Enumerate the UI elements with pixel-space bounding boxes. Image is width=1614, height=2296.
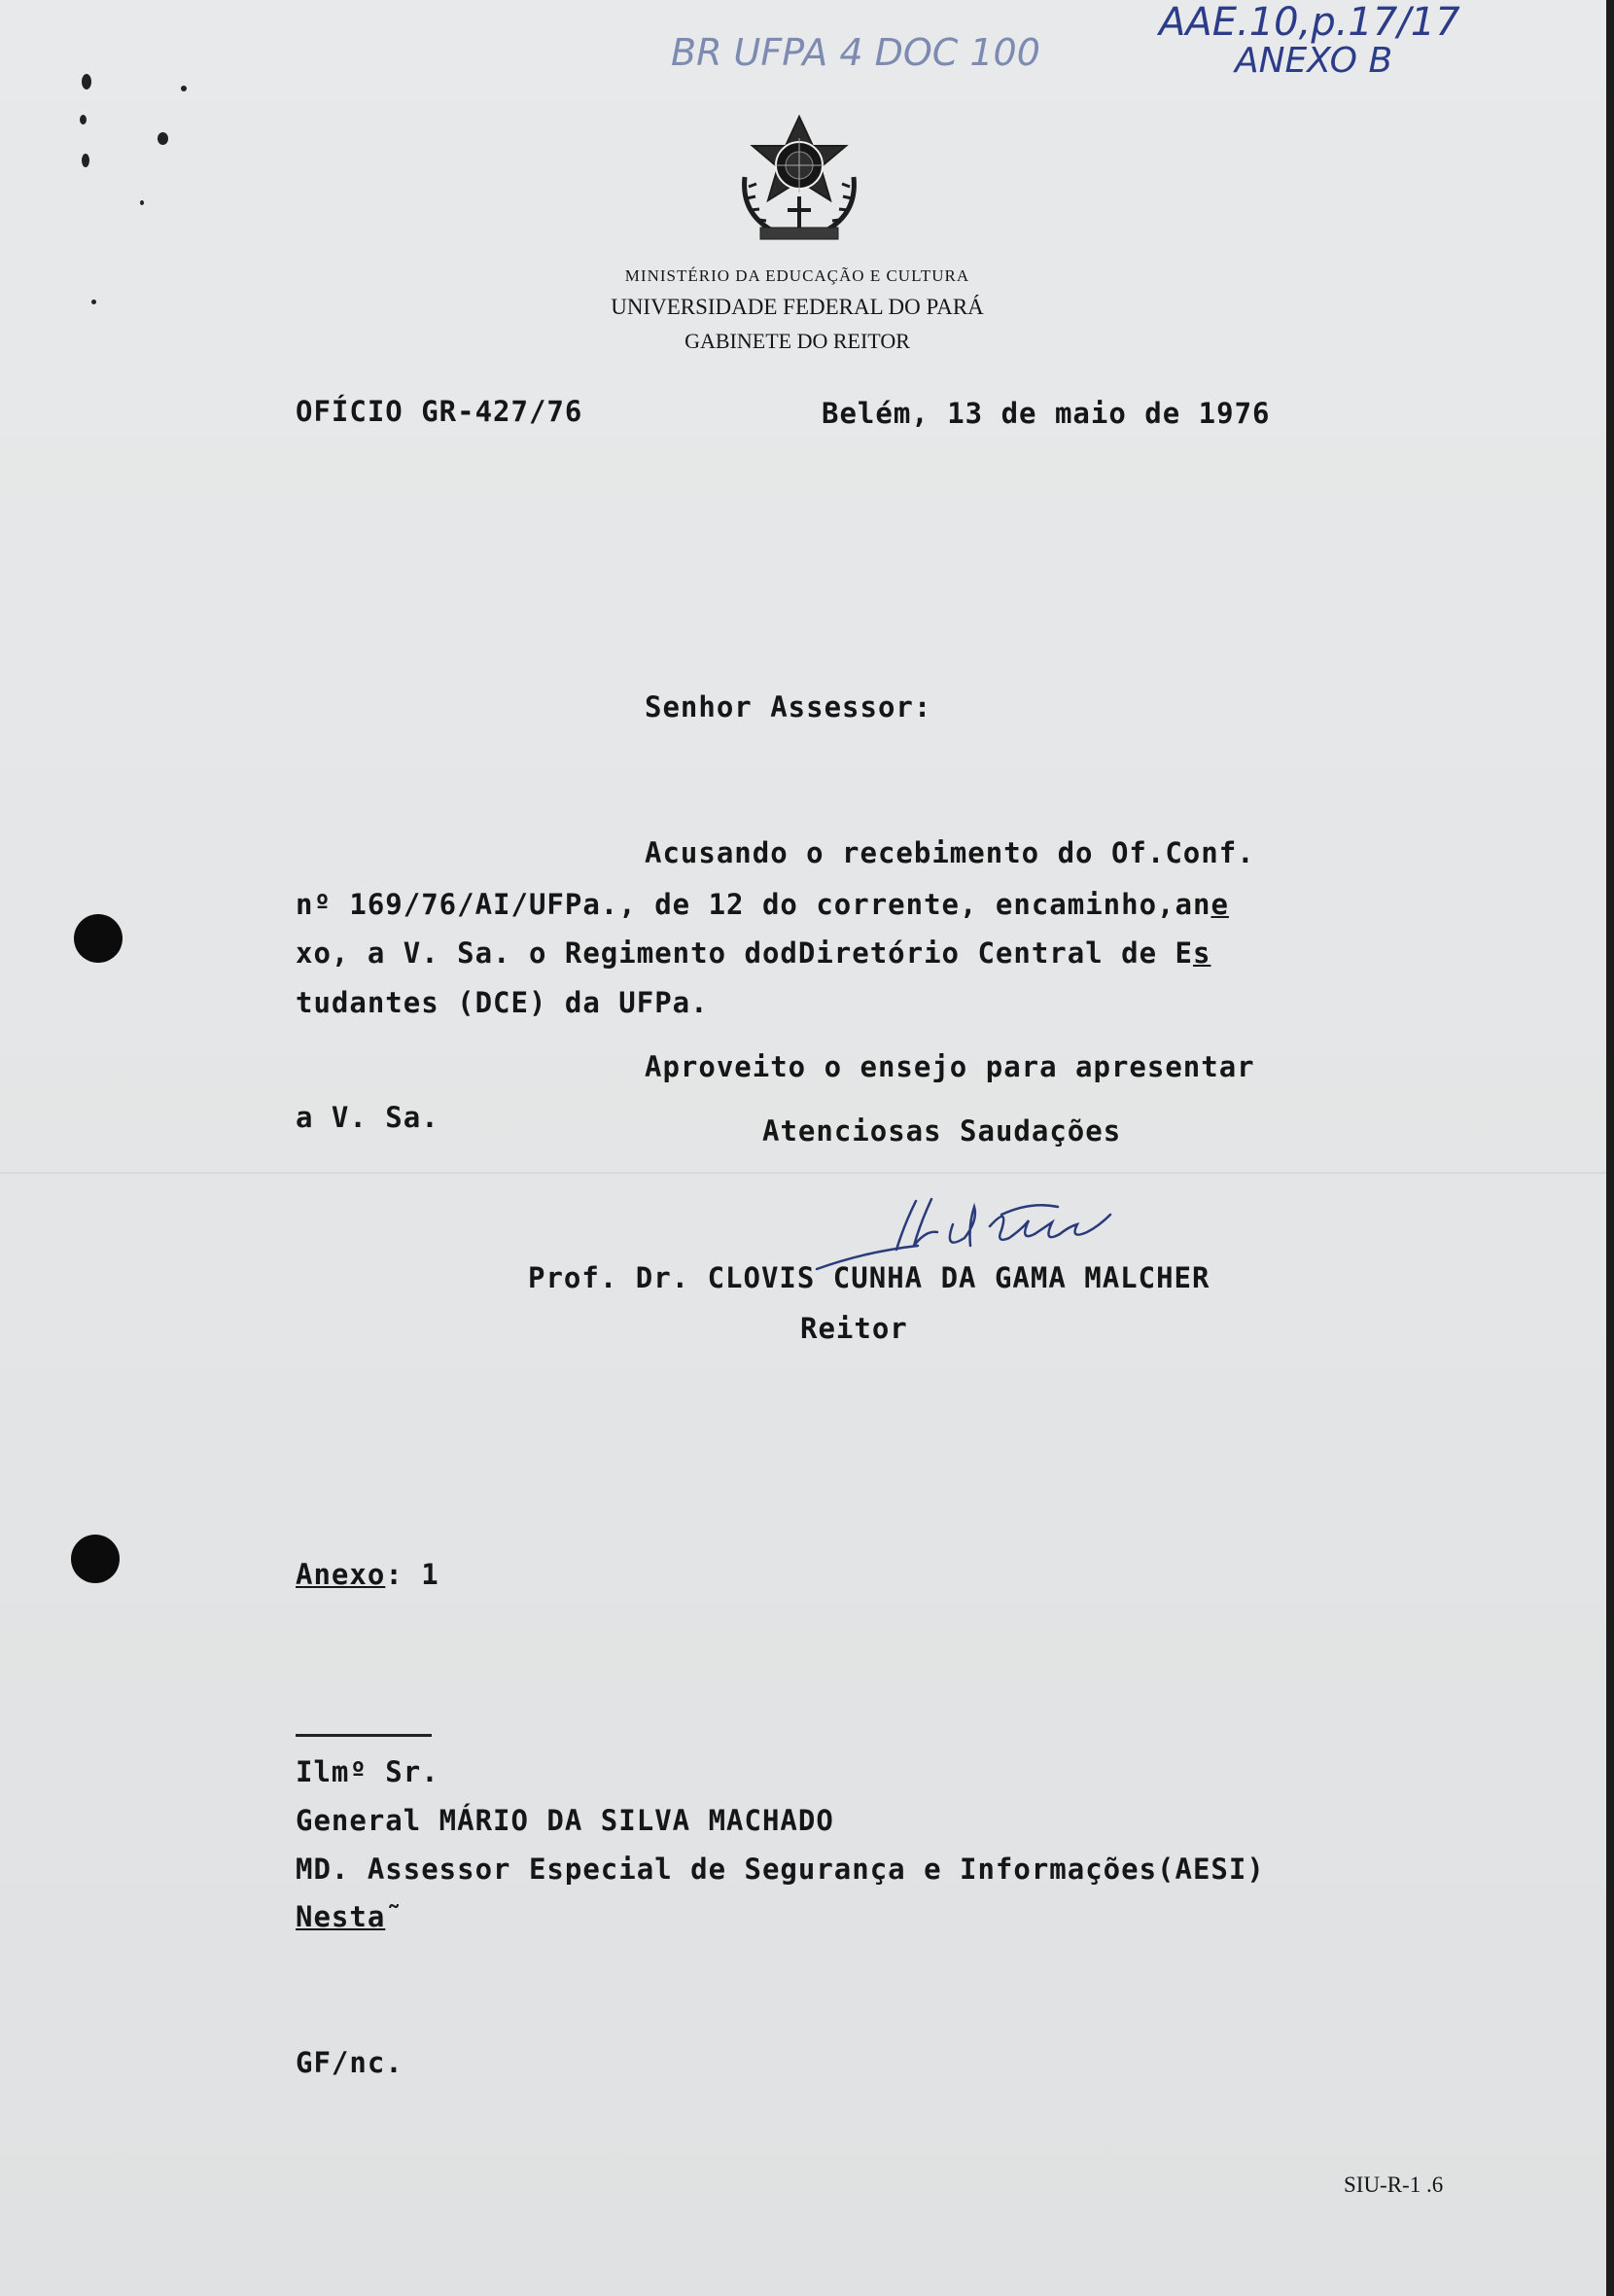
- recipient-name: General MÁRIO DA SILVA MACHADO: [296, 1804, 834, 1837]
- recipient-location: Nesta˜: [296, 1900, 404, 1933]
- archive-reference: BR UFPA 4 DOC 100: [671, 31, 1040, 74]
- paper-fold: [0, 1172, 1606, 1174]
- signatory-title: Reitor: [800, 1312, 908, 1345]
- form-code: SIU-R-1 .6: [1344, 2172, 1444, 2197]
- annex-note: Anexo: 1: [296, 1558, 439, 1591]
- punch-hole-top: [74, 914, 123, 963]
- recipient-role: MD. Assessor Especial de Segurança e Informações(AESI): [296, 1853, 1265, 1886]
- university-line: UNIVERSIDADE FEDERAL DO PARÁ: [611, 295, 984, 319]
- body-line: Acusando o recebimento do Of.Conf.: [645, 836, 1255, 869]
- ink-speck: [82, 154, 89, 167]
- ink-speck: [80, 115, 87, 124]
- body-line: tudantes (DCE) da UFPa.: [296, 986, 709, 1019]
- page-reference: AAE.10,p.17/17: [1159, 0, 1460, 45]
- salutation: Senhor Assessor:: [645, 690, 932, 724]
- typist-initials: GF/nc.: [296, 2046, 404, 2079]
- ink-speck: [91, 300, 96, 304]
- ink-speck: [82, 74, 91, 89]
- body-line: xo, a V. Sa. o Regimento dodDiretório Central de Es: [296, 936, 1211, 970]
- place-date: Belém, 13 de maio de 1976: [822, 397, 1271, 430]
- punch-hole-bottom: [71, 1535, 120, 1583]
- body-line: Aproveito o ensejo para apresentar: [645, 1050, 1255, 1083]
- closing: Atenciosas Saudações: [762, 1114, 1122, 1148]
- body-line: a V. Sa.: [296, 1101, 439, 1134]
- coat-of-arms-icon: [731, 109, 867, 247]
- body-line: nº 169/76/AI/UFPa., de 12 do corrente, encaminho,ane: [296, 888, 1229, 921]
- ink-speck: [181, 86, 187, 91]
- ink-speck: [158, 132, 168, 145]
- ink-speck: [140, 200, 144, 205]
- signatory-name: Prof. Dr. CLOVIS CUNHA DA GAMA MALCHER: [528, 1261, 1210, 1294]
- signature-rule: [296, 1734, 432, 1737]
- office-line: GABINETE DO REITOR: [684, 329, 910, 353]
- recipient-honorific: Ilmº Sr.: [296, 1755, 439, 1788]
- scan-edge: [1606, 0, 1614, 2296]
- reference-number: OFÍCIO GR-427/76: [296, 395, 583, 428]
- annex-reference: ANEXO B: [1235, 41, 1393, 81]
- ministry-line: MINISTÉRIO DA EDUCAÇÃO E CULTURA: [624, 266, 970, 285]
